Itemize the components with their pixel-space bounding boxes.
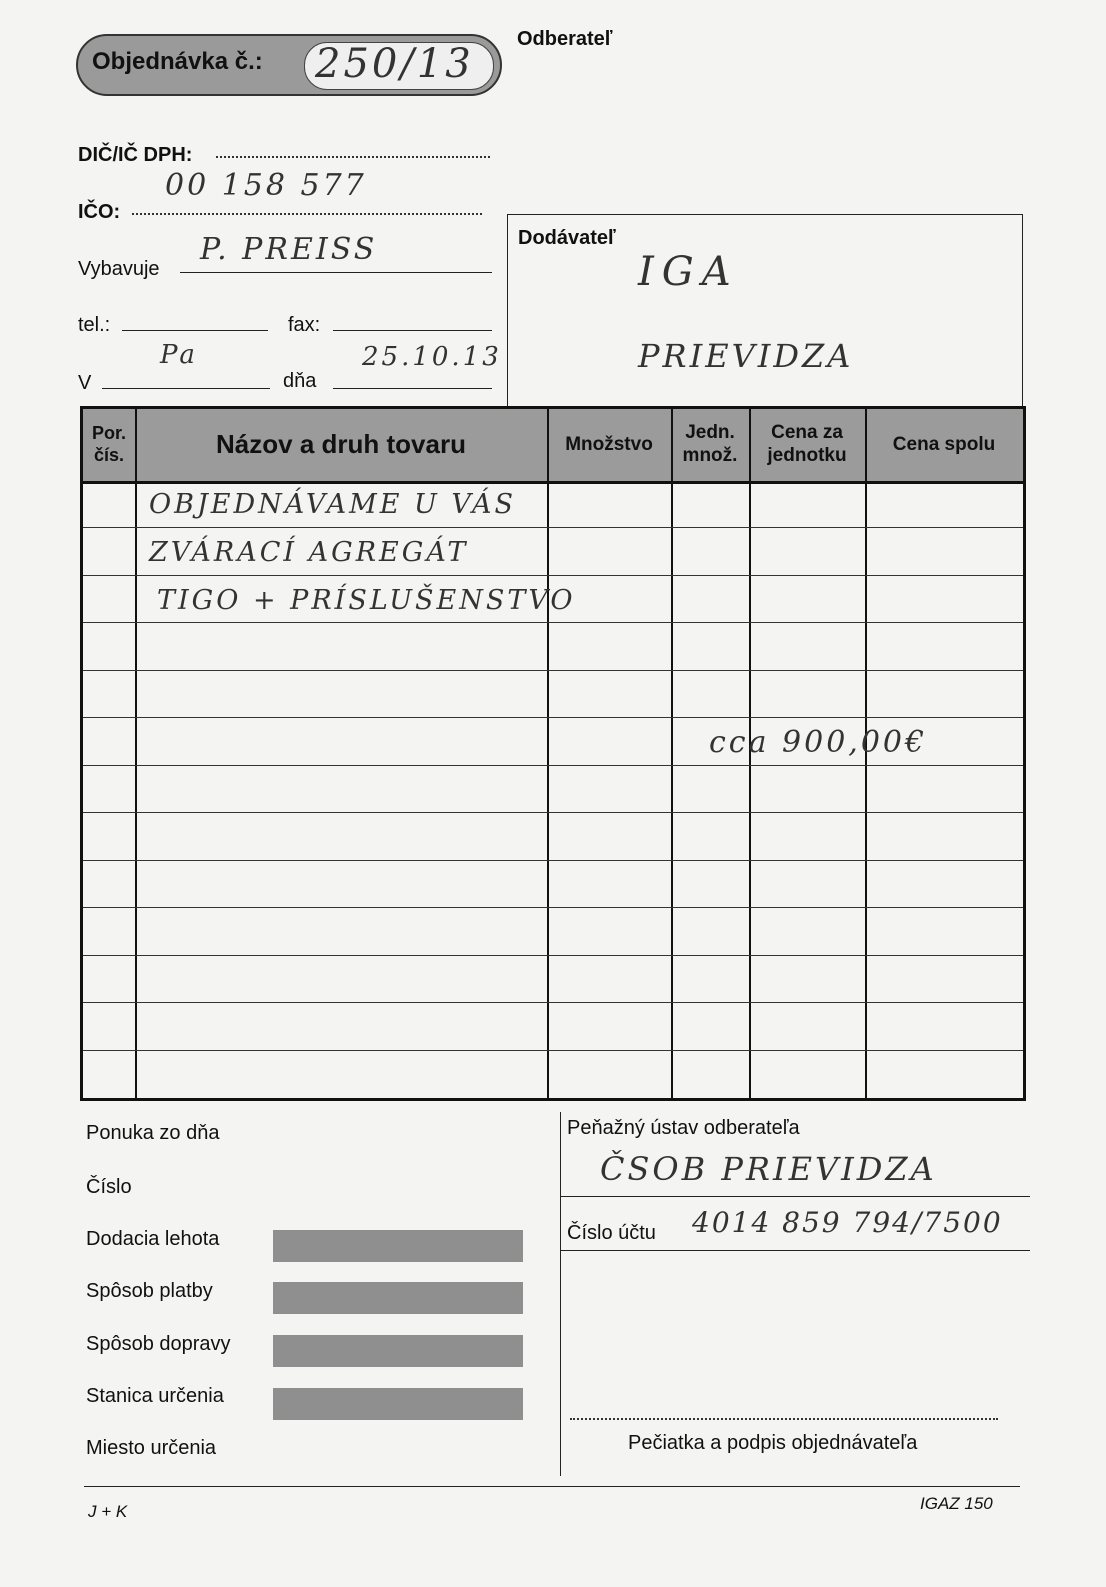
date-value: 25.10.13	[362, 342, 502, 372]
stamp-line	[570, 1418, 998, 1420]
table-row	[83, 575, 1023, 576]
tel-label: tel.:	[78, 314, 111, 336]
col-header-name: Názov a druh tovaru	[216, 429, 466, 460]
footer-line	[84, 1486, 1020, 1487]
bank-value: ČSOB PRIEVIDZA	[600, 1150, 937, 1188]
place-field	[102, 388, 270, 389]
table-header	[83, 409, 1023, 484]
account-value: 4014 859 794/7500	[692, 1206, 1003, 1239]
col-header-number: Por. čís.	[91, 423, 126, 465]
transport-field	[273, 1335, 523, 1367]
supplier-name: IGA	[638, 249, 739, 295]
stamp-label: Pečiatka a podpis objednávateľa	[628, 1432, 918, 1454]
account-label: Číslo účtu	[567, 1222, 656, 1244]
footer-right: IGAZ 150	[920, 1494, 993, 1513]
order-number: 250/13	[315, 41, 474, 87]
item-line: OBJEDNÁVAME U VÁS	[149, 489, 517, 520]
supplier-city: PRIEVIDZA	[638, 337, 854, 375]
dic-label: DIČ/IČ DPH:	[78, 144, 193, 166]
item-line: TIGO + PRÍSLUŠENSTVO	[157, 585, 576, 616]
table-row	[83, 717, 1023, 718]
customer-label: Odberateľ	[517, 28, 613, 50]
table-row	[83, 812, 1023, 813]
date-label: dňa	[283, 370, 317, 392]
payment-field	[273, 1282, 523, 1314]
table-row	[83, 1002, 1023, 1003]
bottom-divider	[560, 1112, 561, 1476]
col-header-quantity: Množstvo	[565, 433, 653, 455]
station-label: Stanica určenia	[86, 1385, 224, 1407]
table-row	[83, 1050, 1023, 1051]
ico-field	[132, 213, 482, 215]
table-row	[83, 860, 1023, 861]
table-row	[83, 527, 1023, 528]
date-field	[333, 388, 492, 389]
bank-underline	[560, 1196, 1030, 1197]
table-row	[83, 622, 1023, 623]
table-row	[83, 907, 1023, 908]
payment-label: Spôsob platby	[86, 1280, 213, 1302]
table-row	[83, 765, 1023, 766]
items-table	[80, 406, 1026, 1101]
fax-field	[333, 330, 492, 331]
column-divider	[135, 409, 137, 1098]
dic-field	[216, 156, 490, 158]
station-field	[273, 1388, 523, 1420]
destination-label: Miesto určenia	[86, 1437, 217, 1459]
footer-left: J + K	[88, 1502, 128, 1521]
bank-label: Peňažný ústav odberateľa	[567, 1117, 800, 1139]
table-row	[83, 955, 1023, 956]
ico-value: 00 158 577	[165, 168, 367, 203]
column-divider	[547, 409, 549, 1098]
col-header-unit-price: Cena za jednotku	[767, 422, 847, 466]
tel-field	[122, 330, 268, 331]
delivery-field	[273, 1230, 523, 1262]
account-underline	[560, 1250, 1030, 1251]
delivery-label: Dodacia lehota	[86, 1228, 220, 1250]
offer-number-label: Číslo	[86, 1176, 132, 1198]
ico-label: IČO:	[78, 201, 121, 223]
supplier-box	[507, 214, 1023, 412]
price-note: cca 900,00€	[709, 725, 928, 760]
offer-date-label: Ponuka zo dňa	[86, 1122, 220, 1144]
item-line: ZVÁRACÍ AGREGÁT	[149, 537, 469, 568]
handled-by-value: P. PREISS	[200, 232, 378, 267]
transport-label: Spôsob dopravy	[86, 1333, 231, 1355]
order-label: Objednávka č.:	[92, 48, 263, 75]
fax-label: fax:	[288, 314, 321, 336]
col-header-total: Cena spolu	[892, 433, 996, 455]
handled-by-label: Vybavuje	[78, 258, 160, 280]
supplier-label: Dodávateľ	[518, 227, 616, 249]
order-number-field	[304, 42, 494, 90]
handled-by-field	[180, 272, 492, 273]
column-divider	[671, 409, 673, 1098]
table-row	[83, 670, 1023, 671]
order-title-pill	[76, 34, 502, 96]
place-value: Pa	[160, 340, 198, 370]
col-header-unit: Jedn. množ.	[682, 422, 738, 466]
place-label: V	[78, 372, 92, 394]
